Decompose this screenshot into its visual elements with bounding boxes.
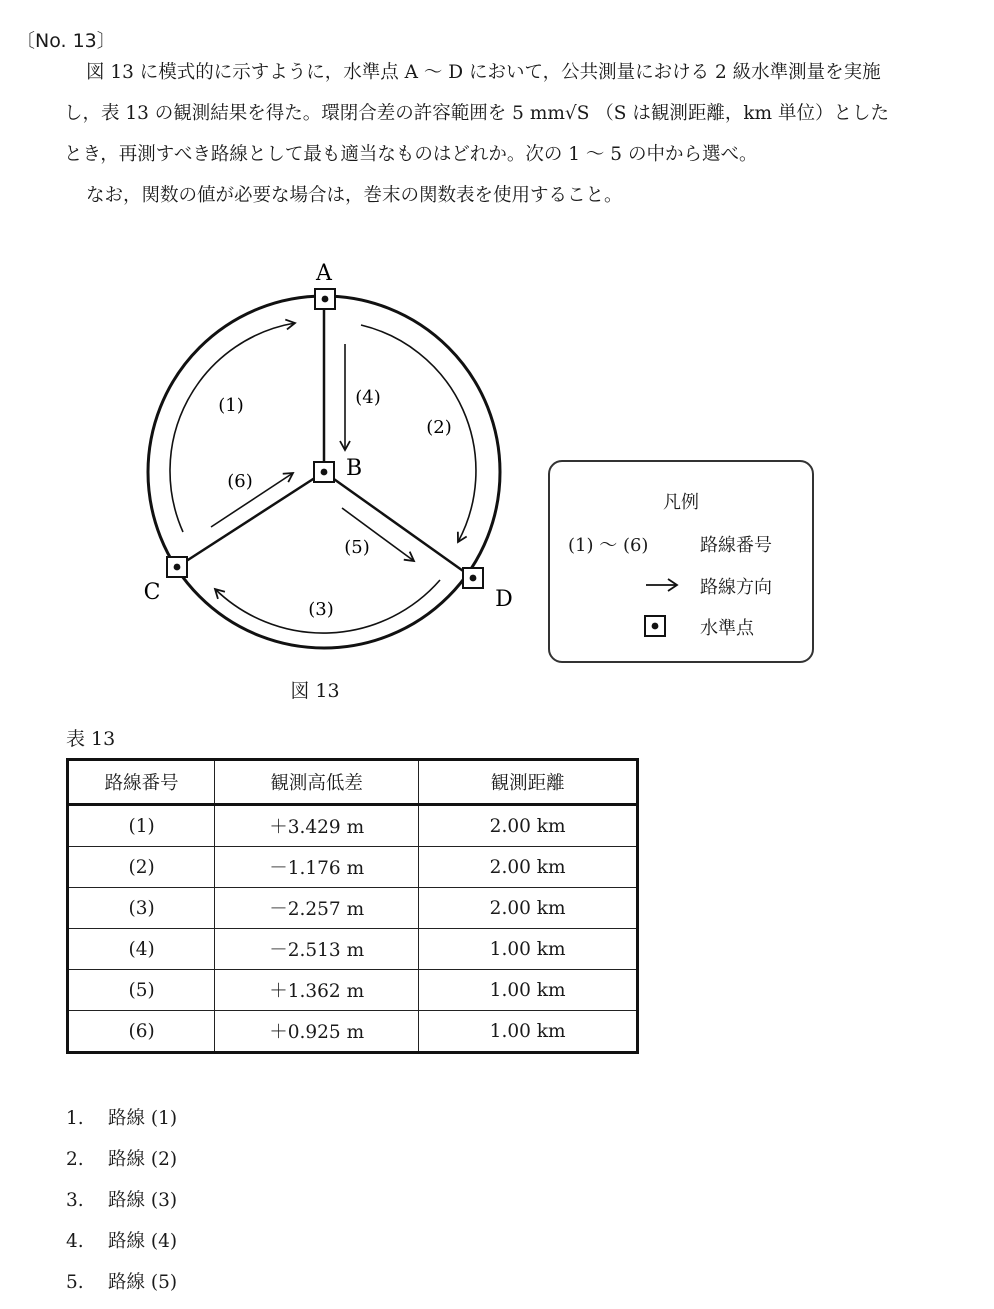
choice-5[interactable] [66, 1268, 177, 1309]
route-4-label: (4) [355, 387, 381, 408]
route-cell: (3) [68, 888, 215, 929]
distance-cell: 1.00 km [419, 929, 638, 970]
choice-number: 1. [66, 1108, 84, 1129]
observation-table [66, 758, 639, 1054]
height-difference-cell: ＋1.362 m [215, 970, 419, 1011]
table-caption: 表 13 [66, 728, 116, 750]
header-height-difference: 観測高低差 [215, 760, 419, 805]
benchmark-a-icon [315, 289, 335, 309]
route-cell: (6) [68, 1011, 215, 1053]
route-1-label: (1) [218, 395, 244, 416]
benchmark-c-icon [167, 557, 187, 577]
choice-number: 3. [66, 1190, 84, 1211]
height-difference-cell: －2.513 m [215, 929, 419, 970]
legend-benchmark-label: 水準点 [700, 618, 754, 639]
legend-title: 凡例 [663, 492, 699, 513]
choice-text: 路線 (3) [108, 1190, 178, 1211]
route-cell: (5) [68, 970, 215, 1011]
table-row [68, 805, 638, 847]
distance-cell: 1.00 km [419, 1011, 638, 1053]
route-cell: (2) [68, 847, 215, 888]
question-line-3: とき，再測すべき路線として最も適当なものはどれか。次の 1 ～ 5 の中から選べ。 [64, 144, 758, 165]
table-row [68, 1011, 638, 1053]
choice-1[interactable] [66, 1104, 177, 1145]
legend-benchmark-icon [644, 615, 666, 637]
route-cell: (1) [68, 805, 215, 847]
choice-3[interactable] [66, 1186, 177, 1227]
height-difference-cell: ＋0.925 m [215, 1011, 419, 1053]
figure-caption: 図 13 [290, 680, 340, 702]
route-5-label: (5) [344, 537, 370, 558]
benchmark-d-icon [463, 568, 483, 588]
legend-arrow-icon [644, 577, 680, 593]
route-6-label: (6) [227, 471, 253, 492]
point-d-label: D [495, 587, 513, 612]
distance-cell: 2.00 km [419, 888, 638, 929]
point-b-label: B [346, 456, 363, 481]
point-a-label: A [316, 261, 332, 286]
choice-number: 4. [66, 1231, 84, 1252]
legend-route-direction-label: 路線方向 [700, 577, 772, 598]
benchmark-b-icon [314, 462, 334, 482]
distance-cell: 1.00 km [419, 970, 638, 1011]
header-distance: 観測距離 [419, 760, 638, 805]
legend-route-number-label: 路線番号 [700, 535, 772, 556]
height-difference-cell: －1.176 m [215, 847, 419, 888]
point-c-label: C [143, 580, 161, 605]
table-row [68, 970, 638, 1011]
answer-choices [66, 1104, 177, 1309]
choice-text: 路線 (2) [108, 1149, 178, 1170]
question-line-4: なお，関数の値が必要な場合は，巻末の関数表を使用すること。 [86, 185, 623, 206]
distance-cell: 2.00 km [419, 847, 638, 888]
choice-number: 2. [66, 1149, 84, 1170]
choice-4[interactable] [66, 1227, 177, 1268]
table-header-row [68, 760, 638, 805]
table-row [68, 847, 638, 888]
legend-box [548, 460, 814, 663]
choice-text: 路線 (4) [108, 1231, 178, 1252]
distance-cell: 2.00 km [419, 805, 638, 847]
header-route-number: 路線番号 [68, 760, 215, 805]
leveling-network-diagram [0, 240, 540, 680]
question-text [64, 52, 974, 216]
table-row [68, 888, 638, 929]
height-difference-cell: －2.257 m [215, 888, 419, 929]
route-2-label: (2) [426, 417, 452, 438]
table-row [68, 929, 638, 970]
choice-2[interactable] [66, 1145, 177, 1186]
question-line-1: 図 13 に模式的に示すように，水準点 A ～ D において，公共測量における 2 級水準測量を実施 [86, 62, 881, 83]
question-number: 〔No. 13〕 [16, 30, 116, 52]
route-1-arrow [170, 323, 295, 532]
height-difference-cell: ＋3.429 m [215, 805, 419, 847]
question-line-2: し，表 13 の観測結果を得た。環閉合差の許容範囲を 5 mm√S （S は観測距離，km 単位）とした [64, 103, 889, 124]
route-5-line [324, 472, 473, 578]
legend-route-range: (1) ～ (6) [568, 535, 649, 556]
choice-text: 路線 (5) [108, 1272, 178, 1293]
route-cell: (4) [68, 929, 215, 970]
route-3-label: (3) [308, 599, 334, 620]
choice-text: 路線 (1) [108, 1108, 178, 1129]
choice-number: 5. [66, 1272, 84, 1293]
